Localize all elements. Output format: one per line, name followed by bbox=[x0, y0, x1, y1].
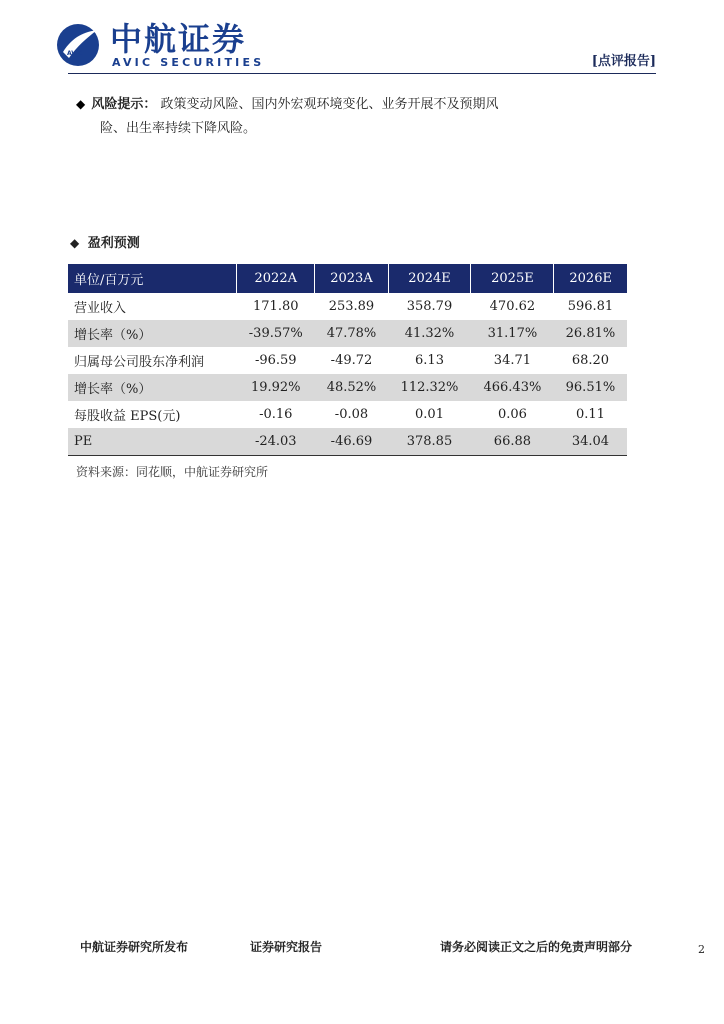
table-cell: 0.01 bbox=[415, 407, 444, 422]
row-label: 营业收入 bbox=[74, 301, 127, 316]
table-cell: -96.59 bbox=[254, 353, 297, 368]
table-cell: 31.17% bbox=[471, 320, 554, 347]
page-header bbox=[0, 0, 724, 80]
footer-publisher: 中航证券研究所发布 bbox=[80, 940, 189, 954]
table-cell: 0.11 bbox=[575, 407, 605, 422]
diamond-bullet-icon: ◆ bbox=[70, 236, 80, 250]
table-cell: 470.62 bbox=[489, 299, 536, 314]
column-header: 2023A bbox=[315, 264, 388, 293]
row-label: 归属母公司股东净利润 bbox=[74, 355, 205, 370]
risk-text-line2: 险、出生率持续下降风险。 bbox=[100, 121, 257, 136]
row-label: PE bbox=[68, 428, 237, 456]
forecast-section-title bbox=[70, 232, 140, 251]
column-header: 2024E bbox=[388, 264, 471, 293]
brand-name-cn: 中航证券 bbox=[110, 20, 247, 58]
table-cell: -39.57% bbox=[237, 320, 315, 347]
footer-report-type: 证券研究报告 bbox=[250, 940, 323, 954]
table-cell: 378.85 bbox=[388, 428, 471, 456]
table-row bbox=[68, 401, 627, 428]
table-cell: 41.32% bbox=[388, 320, 471, 347]
table-cell: 66.88 bbox=[471, 428, 554, 456]
table-row bbox=[68, 428, 627, 456]
table-cell: 26.81% bbox=[554, 320, 627, 347]
table-cell: 358.79 bbox=[406, 299, 453, 314]
table-cell: 47.78% bbox=[315, 320, 388, 347]
table-header-row bbox=[68, 264, 627, 293]
risk-label: 风险提示： bbox=[91, 97, 157, 112]
table-cell: -49.72 bbox=[330, 353, 373, 368]
table-cell: 112.32% bbox=[388, 374, 471, 401]
report-type-label: [点评报告] bbox=[591, 54, 656, 69]
table-cell: 34.71 bbox=[493, 353, 532, 368]
page-number: 2 bbox=[698, 943, 705, 956]
table-cell: 171.80 bbox=[253, 299, 299, 314]
table-cell: 0.06 bbox=[497, 407, 527, 422]
table-row bbox=[68, 374, 627, 401]
footer-disclaimer: 请务必阅读正文之后的免责声明部分 bbox=[440, 940, 633, 954]
table-cell: 466.43% bbox=[471, 374, 554, 401]
table-row bbox=[68, 320, 627, 347]
forecast-table bbox=[68, 264, 627, 456]
data-source-note: 资料来源：同花顺，中航证券研究所 bbox=[76, 465, 269, 479]
table-row bbox=[68, 293, 627, 320]
column-header: 2026E bbox=[554, 264, 627, 293]
forecast-title: 盈利预测 bbox=[87, 236, 140, 251]
svg-text:AVIC: AVIC bbox=[67, 50, 83, 57]
diamond-bullet-icon: ◆ bbox=[76, 97, 86, 111]
row-label: 增长率（%） bbox=[68, 320, 237, 347]
column-header: 单位/百万元 bbox=[68, 264, 237, 293]
table-cell: 68.20 bbox=[571, 353, 610, 368]
table-cell: -46.69 bbox=[315, 428, 388, 456]
table-cell: 596.81 bbox=[567, 299, 614, 314]
table-cell: 96.51% bbox=[554, 374, 627, 401]
risk-warning bbox=[76, 92, 516, 141]
table-cell: 34.04 bbox=[554, 428, 627, 456]
table-cell: 19.92% bbox=[237, 374, 315, 401]
avic-logo-icon bbox=[55, 22, 101, 68]
column-header: 2025E bbox=[471, 264, 554, 293]
column-header: 2022A bbox=[237, 264, 315, 293]
table-cell: -0.08 bbox=[334, 407, 369, 422]
table-cell: -0.16 bbox=[259, 407, 293, 422]
header-divider bbox=[68, 73, 656, 74]
row-label: 增长率（%） bbox=[68, 374, 237, 401]
table-cell: 253.89 bbox=[328, 299, 375, 314]
brand-name-en: AVIC SECURITIES bbox=[112, 56, 265, 69]
table-row bbox=[68, 347, 627, 374]
table-cell: 6.13 bbox=[415, 353, 444, 368]
row-label: 每股收益 EPS(元) bbox=[74, 409, 181, 424]
table-cell: 48.52% bbox=[315, 374, 388, 401]
risk-text-line1: 政策变动风险、国内外宏观环境变化、业务开展不及预期风 bbox=[160, 97, 499, 112]
table-cell: -24.03 bbox=[237, 428, 315, 456]
